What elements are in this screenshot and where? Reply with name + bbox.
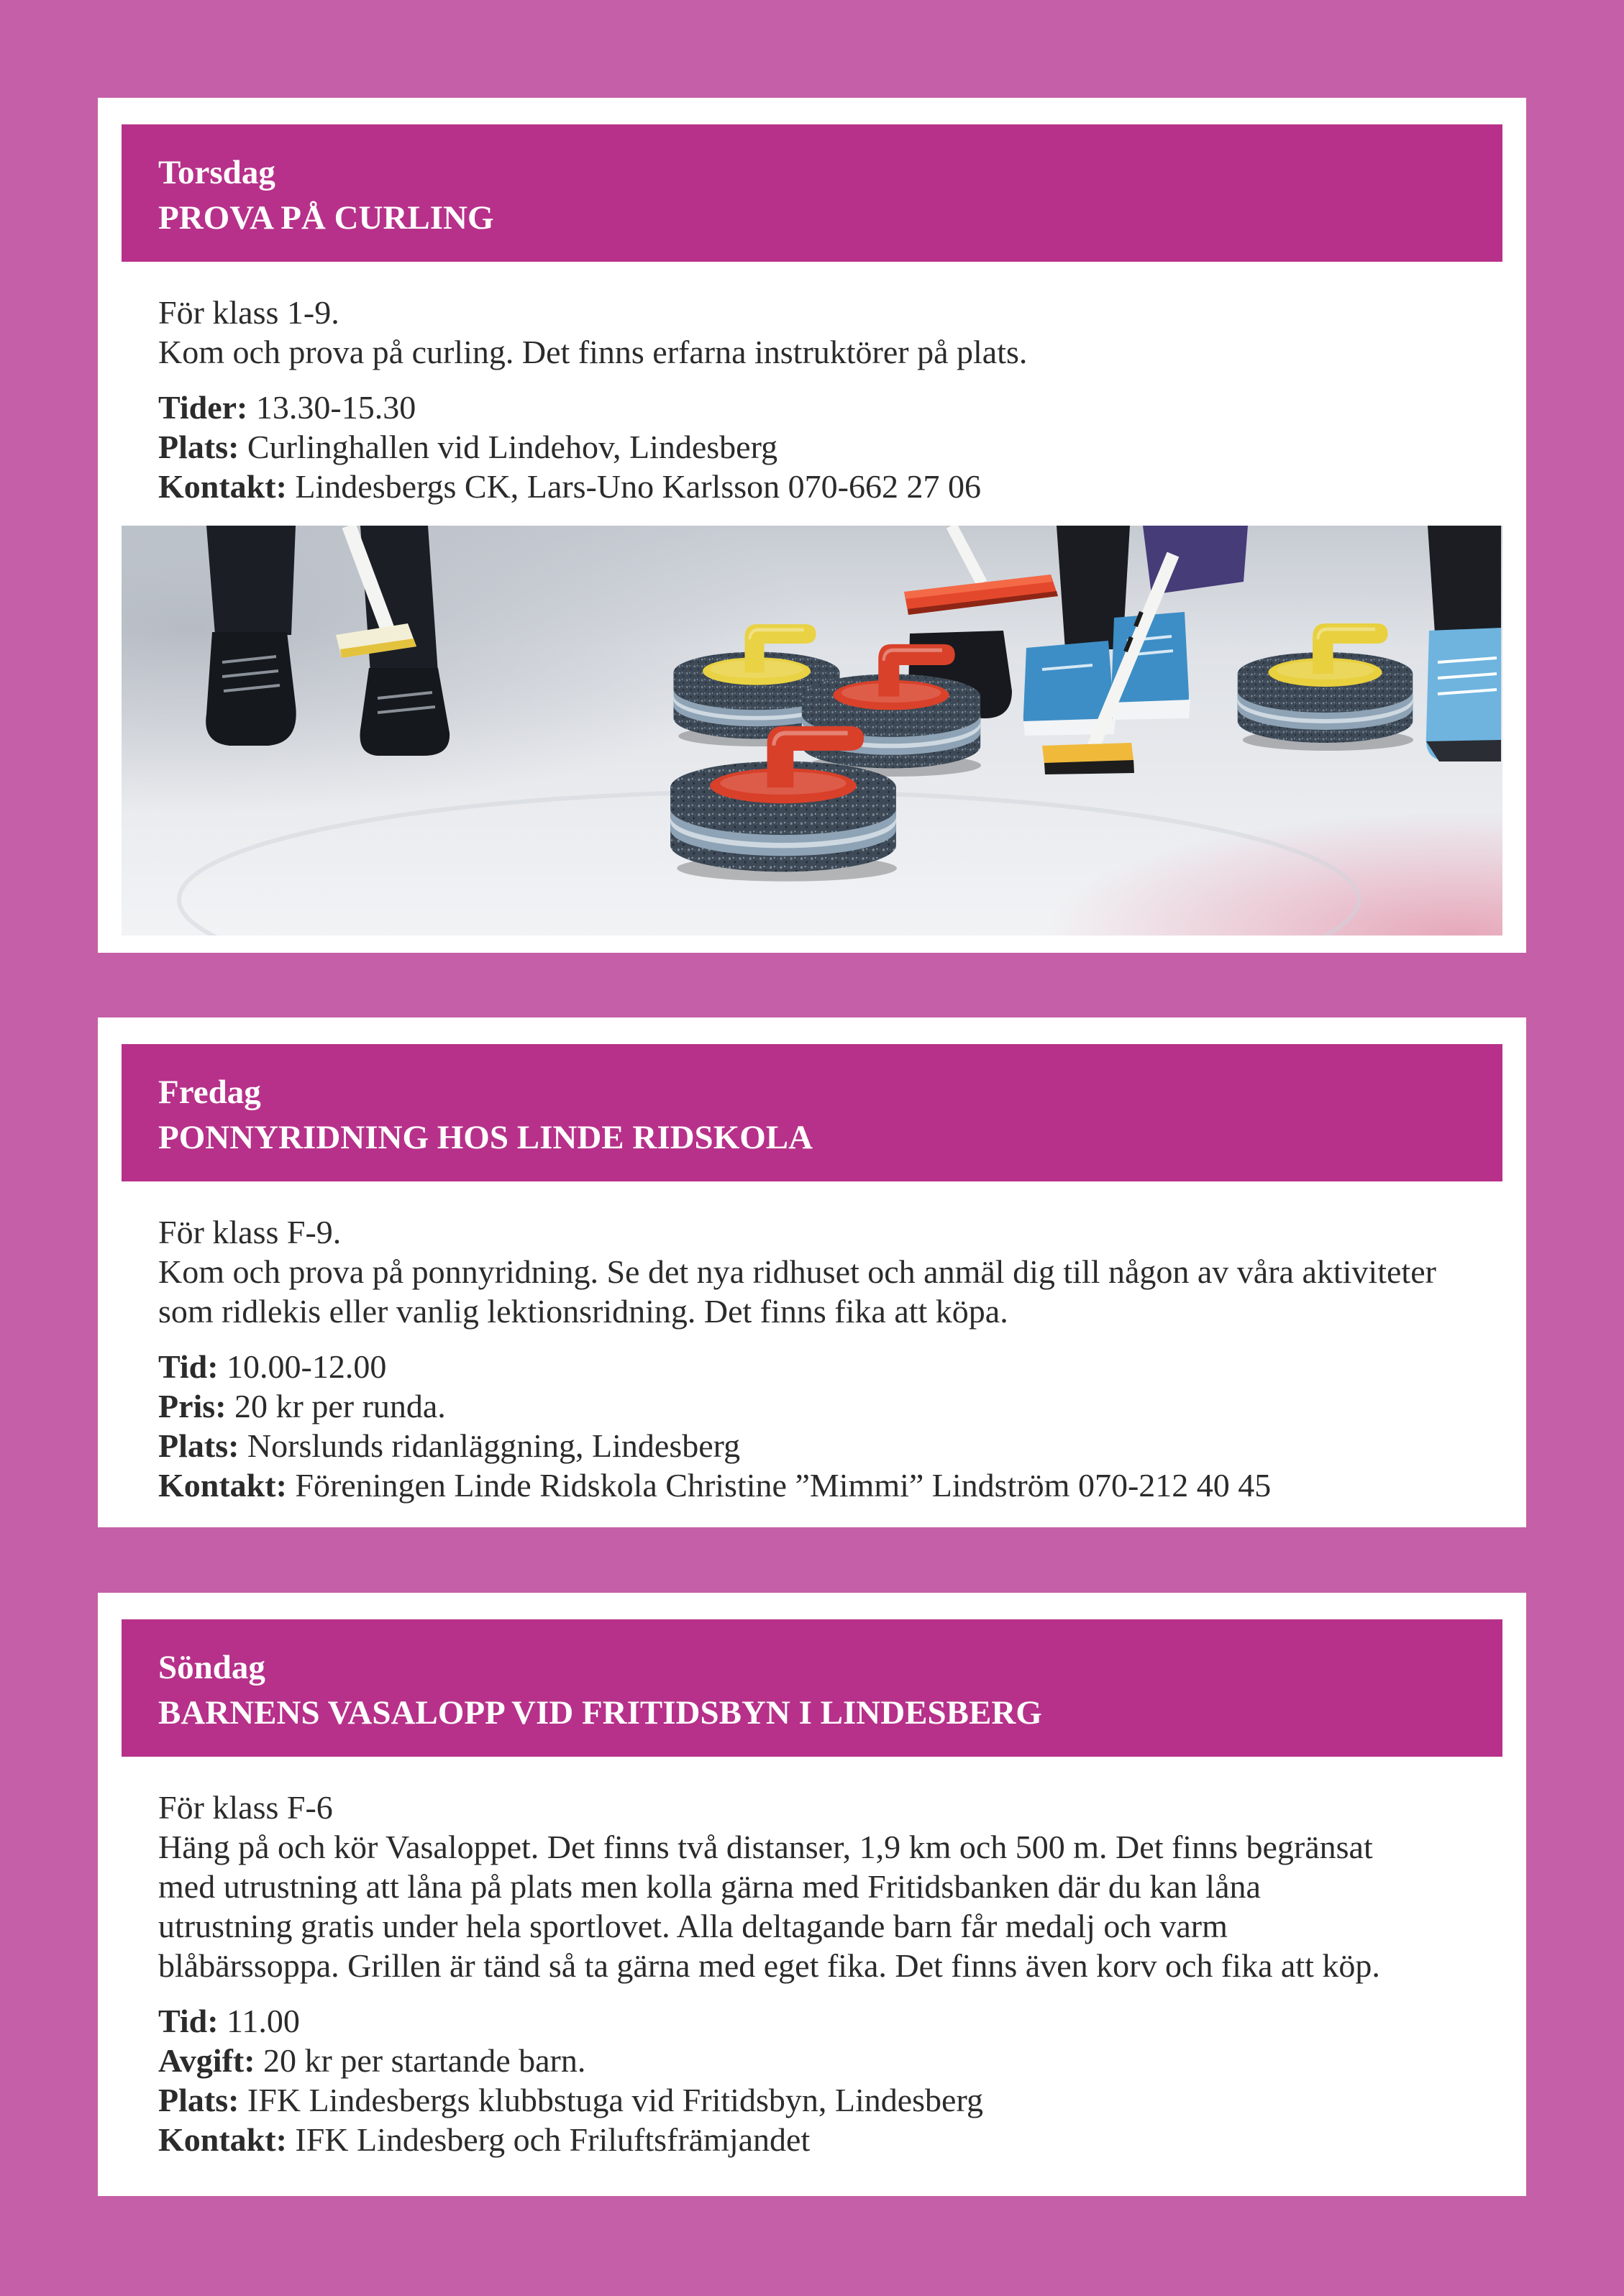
place-row [158, 2080, 1466, 2120]
contact-row [158, 467, 1466, 506]
contact-value: IFK Lindesberg och Friluftsfrämjandet [295, 2121, 811, 2158]
contact-row [158, 2120, 1466, 2159]
event-intro [158, 1212, 1466, 1331]
event-grade: För klass F-9. [158, 1214, 342, 1250]
event-card-thursday [98, 98, 1526, 953]
time-row [158, 2001, 1466, 2041]
event-header [122, 1619, 1502, 1757]
time-label: Tid: [158, 2003, 219, 2039]
event-description: Häng på och kör Vasaloppet. Det finns två distanser, 1,9 km och 500 m. Det finns begränsat [158, 1829, 1373, 1865]
place-label: Plats: [158, 1427, 240, 1464]
time-value: 11.00 [227, 2003, 300, 2039]
event-day: Söndag [158, 1649, 265, 1686]
event-body [122, 262, 1502, 506]
fee-label: Avgift: [158, 2042, 255, 2079]
event-description: Kom och prova på curling. Det finns erfarna instruktörer på plats. [158, 334, 1028, 370]
contact-value: Lindesbergs CK, Lars-Uno Karlsson 070-662 27 06 [295, 468, 981, 505]
event-grade: För klass 1-9. [158, 294, 339, 331]
event-description: som ridlekis eller vanlig lektionsridning. Det finns fika att köpa. [158, 1293, 1008, 1330]
time-label: Tid: [158, 1348, 219, 1385]
time-row [158, 388, 1466, 427]
price-row [158, 1386, 1466, 1426]
curling-photo [122, 526, 1502, 936]
fee-value: 20 kr per startande barn. [263, 2042, 586, 2079]
price-label: Pris: [158, 1388, 227, 1424]
event-intro [158, 293, 1466, 372]
time-value: 13.30-15.30 [255, 389, 416, 426]
contact-row [158, 1465, 1466, 1505]
time-label: Tider: [158, 389, 248, 426]
event-title: PROVA PÅ CURLING [158, 199, 494, 237]
contact-label: Kontakt: [158, 1467, 287, 1504]
place-value: Norslunds ridanläggning, Lindesberg [247, 1427, 741, 1464]
event-body [122, 1181, 1502, 1505]
place-row [158, 427, 1466, 467]
place-label: Plats: [158, 429, 240, 465]
event-day: Fredag [158, 1074, 261, 1111]
event-title: PONNYRIDNING HOS LINDE RIDSKOLA [158, 1119, 813, 1156]
event-description: med utrustning att låna på plats men kolla gärna med Fritidsbanken där du kan låna [158, 1868, 1261, 1905]
fee-row [158, 2041, 1466, 2080]
event-description: blåbärssoppa. Grillen är tänd så ta gärna med eget fika. Det finns även korv och fika att köp. [158, 1947, 1380, 1984]
time-row [158, 1347, 1466, 1386]
event-details [158, 2001, 1466, 2159]
place-row [158, 1426, 1466, 1465]
event-details [158, 388, 1466, 506]
event-day: Torsdag [158, 154, 275, 191]
event-details [158, 1347, 1466, 1505]
event-description: Kom och prova på ponnyridning. Se det nya ridhuset och anmäl dig till någon av våra aktiviteter [158, 1253, 1436, 1290]
place-value: IFK Lindesbergs klubbstuga vid Fritidsbyn, Lindesberg [247, 2082, 983, 2118]
contact-value: Föreningen Linde Ridskola Christine ”Mimmi” Lindström 070-212 40 45 [295, 1467, 1272, 1504]
event-body [122, 1757, 1502, 2159]
event-title: BARNENS VASALOPP VID FRITIDSBYN I LINDESBERG [158, 1694, 1042, 1732]
event-header [122, 1044, 1502, 1181]
contact-label: Kontakt: [158, 2121, 287, 2158]
place-label: Plats: [158, 2082, 240, 2118]
event-grade: För klass F-6 [158, 1789, 333, 1826]
contact-label: Kontakt: [158, 468, 287, 505]
event-intro [158, 1788, 1466, 1985]
event-header [122, 124, 1502, 262]
event-card-sunday [98, 1593, 1526, 2196]
event-card-friday [98, 1017, 1526, 1527]
event-description: utrustning gratis under hela sportlovet. Alla deltagande barn får medalj och varm [158, 1908, 1228, 1944]
price-value: 20 kr per runda. [234, 1388, 446, 1424]
place-value: Curlinghallen vid Lindehov, Lindesberg [247, 429, 778, 465]
time-value: 10.00-12.00 [227, 1348, 387, 1385]
